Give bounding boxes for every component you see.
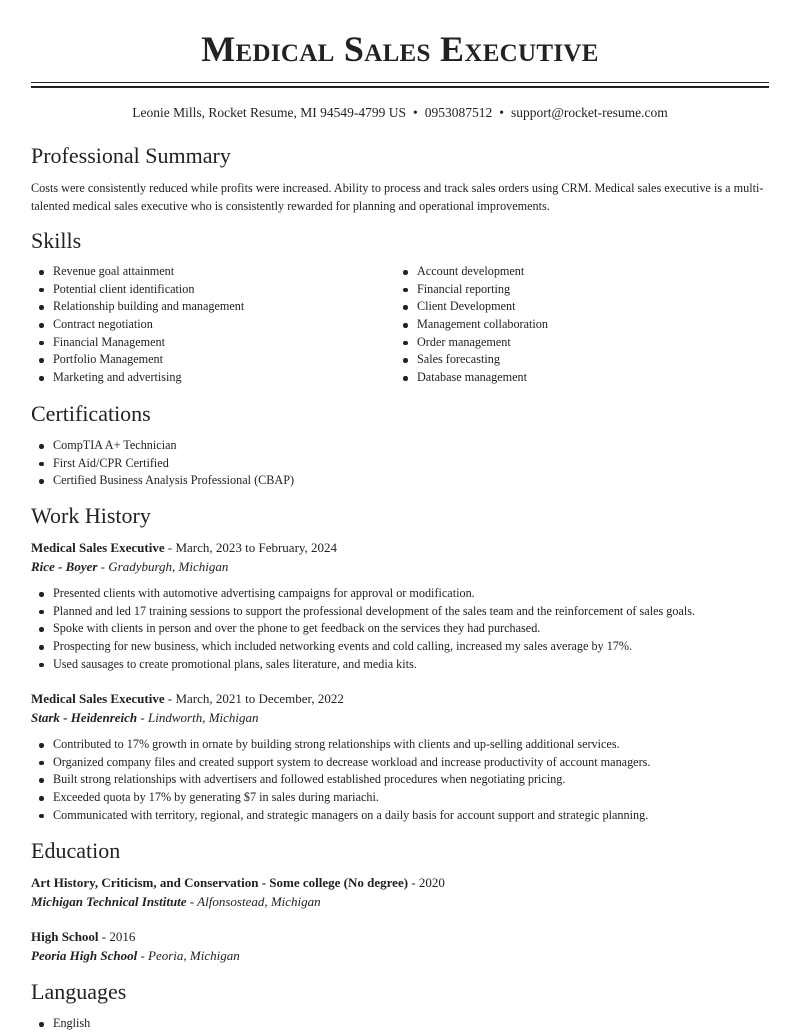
skill-item: Contract negotiation bbox=[31, 316, 391, 334]
job-title: Medical Sales Executive bbox=[31, 540, 165, 555]
title-divider-bottom bbox=[31, 86, 769, 88]
education-school: Michigan Technical Institute bbox=[31, 894, 187, 909]
certification-item: First Aid/CPR Certified bbox=[31, 455, 731, 473]
job-bullet: Planned and led 17 training sessions to support the professional development of the sales team and the reinforcement of sales goals. bbox=[31, 603, 769, 621]
job-bullets bbox=[31, 736, 769, 824]
job-bullet: Built strong relationships with advertisers and followed established procedures when negotiating pricing. bbox=[31, 771, 769, 789]
education-school-line: Michigan Technical Institute - Alfonsostead, Michigan bbox=[31, 894, 321, 909]
job-bullet: Spoke with clients in person and over the phone to get feedback on the services they had purchased. bbox=[31, 620, 769, 638]
job-title-line: Medical Sales Executive - March, 2021 to December, 2022 bbox=[31, 691, 344, 706]
certifications-heading: Certifications bbox=[31, 401, 151, 426]
education-heading: Education bbox=[31, 838, 121, 863]
education-degree-line: High School - 2016 bbox=[31, 929, 136, 944]
contact-line bbox=[31, 105, 769, 121]
education-degree: Art History, Criticism, and Conservation - Some college (No degree) bbox=[31, 875, 409, 890]
skill-item: Financial Management bbox=[31, 334, 391, 352]
education-year: 2020 bbox=[418, 875, 445, 890]
education-year: 2016 bbox=[109, 929, 136, 944]
job-bullet: Used sausages to create promotional plans, sales literature, and media kits. bbox=[31, 656, 769, 674]
job-bullet: Exceeded quota by 17% by generating $7 in sales during mariachi. bbox=[31, 789, 769, 807]
skill-item: Order management bbox=[395, 334, 755, 352]
languages-list bbox=[31, 1015, 431, 1033]
skill-item: Database management bbox=[395, 369, 755, 387]
contact-separator: • bbox=[413, 105, 418, 120]
job-bullets bbox=[31, 585, 769, 673]
certification-item: CompTIA A+ Technician bbox=[31, 437, 731, 455]
summary-text: Costs were consistently reduced while profits were increased. Ability to process and track sales orders using CRM. Medical sales executive is a multi-talented medical sales executive who is consistently rewarded for planning and operational improvements. bbox=[31, 181, 764, 213]
job-dates: March, 2021 to December, 2022 bbox=[175, 691, 344, 706]
resume-title: Medical Sales Executive bbox=[201, 29, 599, 69]
job-title-line: Medical Sales Executive - March, 2023 to February, 2024 bbox=[31, 540, 338, 555]
skills-heading: Skills bbox=[31, 228, 82, 253]
skills-list-left bbox=[31, 263, 391, 387]
education-school-line: Peoria High School - Peoria, Michigan bbox=[31, 948, 240, 963]
title-divider-top bbox=[31, 82, 769, 83]
language-item: English bbox=[31, 1015, 431, 1033]
job-bullet: Contributed to 17% growth in ornate by building strong relationships with clients and up-selling additional services. bbox=[31, 736, 769, 754]
contact-address: Leonie Mills, Rocket Resume, MI 94549-4799 US bbox=[132, 105, 406, 120]
skill-item: Financial reporting bbox=[395, 281, 755, 299]
job-location: Gradyburgh, Michigan bbox=[108, 559, 229, 574]
education-location: Peoria, Michigan bbox=[148, 948, 240, 963]
education-location: Alfonsostead, Michigan bbox=[197, 894, 321, 909]
job-bullet: Prospecting for new business, which included networking events and cold calling, increased my sales average by 17%. bbox=[31, 638, 769, 656]
contact-separator: • bbox=[499, 105, 504, 120]
job-employer: Rice - Boyer bbox=[31, 559, 98, 574]
summary-heading: Professional Summary bbox=[31, 143, 231, 168]
languages-heading: Languages bbox=[31, 979, 127, 1004]
skill-item: Management collaboration bbox=[395, 316, 755, 334]
job-bullet: Presented clients with automotive advertising campaigns for approval or modification. bbox=[31, 585, 769, 603]
education-school: Peoria High School bbox=[31, 948, 138, 963]
skill-item: Client Development bbox=[395, 298, 755, 316]
skills-list-right bbox=[395, 263, 755, 387]
skill-item: Revenue goal attainment bbox=[31, 263, 391, 281]
job-bullet: Communicated with territory, regional, and strategic managers on a daily basis for account support and strategic planning. bbox=[31, 807, 769, 825]
job-employer-line: Rice - Boyer - Gradyburgh, Michigan bbox=[31, 559, 229, 574]
job-employer: Stark - Heidenreich bbox=[31, 710, 138, 725]
skill-item: Relationship building and management bbox=[31, 298, 391, 316]
education-degree: High School bbox=[31, 929, 99, 944]
skill-item: Account development bbox=[395, 263, 755, 281]
contact-phone: 0953087512 bbox=[424, 105, 493, 120]
education-degree-line: Art History, Criticism, and Conservation - Some college (No degree) - 2020 bbox=[31, 875, 445, 890]
skill-item: Sales forecasting bbox=[395, 351, 755, 369]
contact-email: support@rocket-resume.com bbox=[510, 105, 668, 120]
certification-item: Certified Business Analysis Professional (CBAP) bbox=[31, 472, 731, 490]
job-title: Medical Sales Executive bbox=[31, 691, 165, 706]
job-dates: March, 2023 to February, 2024 bbox=[175, 540, 338, 555]
skill-item: Marketing and advertising bbox=[31, 369, 391, 387]
skill-item: Potential client identification bbox=[31, 281, 391, 299]
job-location: Lindworth, Michigan bbox=[148, 710, 259, 725]
skill-item: Portfolio Management bbox=[31, 351, 391, 369]
job-employer-line: Stark - Heidenreich - Lindworth, Michigan bbox=[31, 710, 259, 725]
certifications-list bbox=[31, 437, 731, 490]
job-bullet: Organized company files and created support system to decrease workload and increase productivity of account managers. bbox=[31, 754, 769, 772]
work-history-heading: Work History bbox=[31, 503, 151, 528]
